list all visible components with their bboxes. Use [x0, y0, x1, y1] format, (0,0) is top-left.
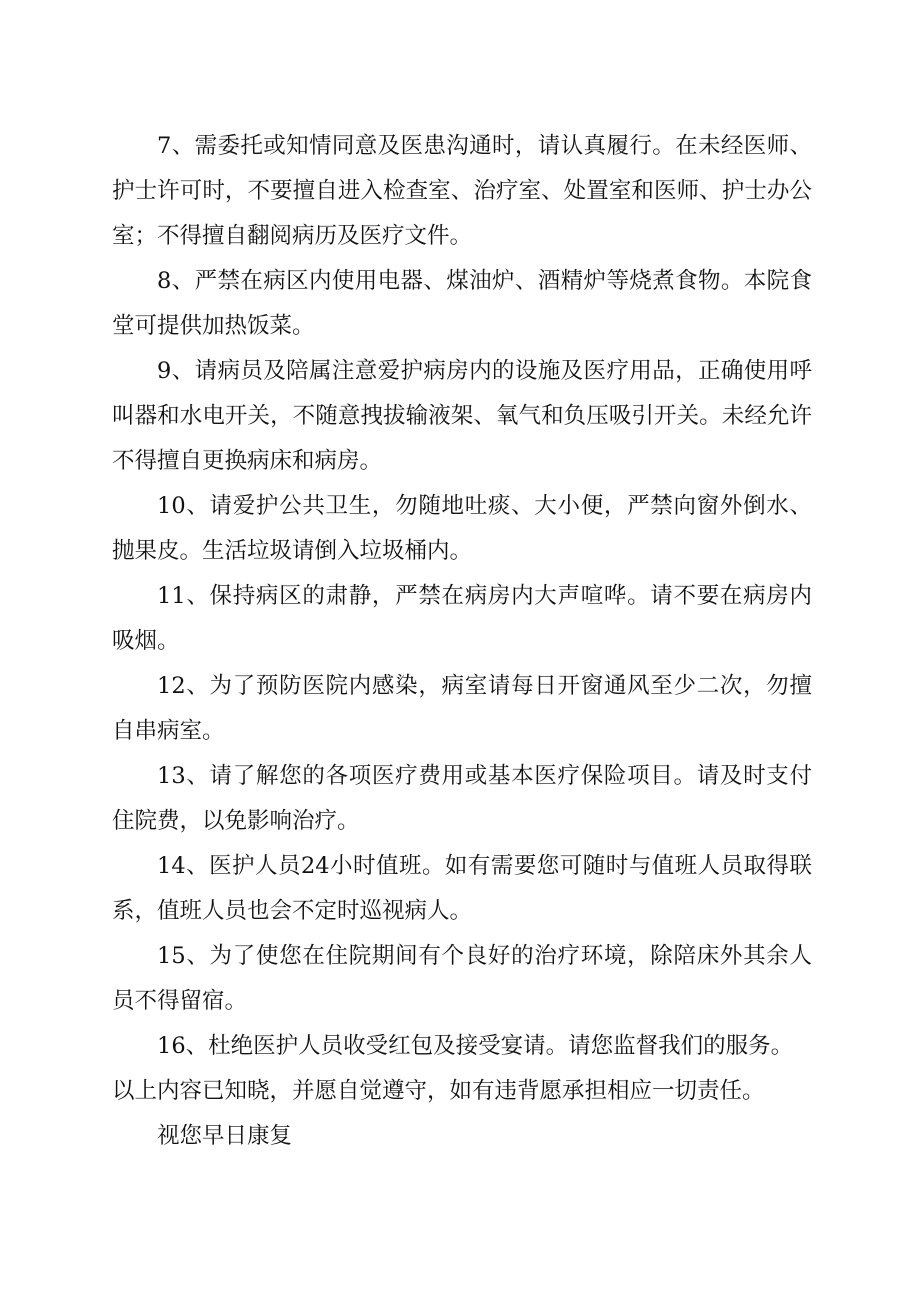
- closing-statement: 以上内容已知晓，并愿自觉遵守，如有违背愿承担相应一切责任。: [112, 1078, 765, 1104]
- rule-14: 14、医护人员24小时值班。如有需要您可随时与值班人员取得联系，值班人员也会不定时巡视病人。: [112, 853, 812, 924]
- rule-8: 8、严禁在病区内使用电器、煤油炉、酒精炉等烧煮食物。本院食堂可提供加热饭菜。: [112, 268, 812, 339]
- rule-9: 9、请病员及陪属注意爱护病房内的设施及医疗用品，正确使用呼叫器和水电开关，不随意拽拔输液架、氧气和负压吸引开关。未经允许不得擅自更换病床和病房。: [112, 358, 812, 474]
- rule-15: 15、为了使您在住院期间有个良好的治疗环境，除陪床外其余人员不得留宿。: [112, 943, 812, 1014]
- document-body: [112, 124, 812, 1159]
- rule-16: 16、杜绝医护人员收受红包及接受宴请。请您监督我们的服务。: [157, 1033, 794, 1059]
- closing-wish: 视您早日康复: [157, 1123, 293, 1149]
- rule-11: 11、保持病区的肃静，严禁在病房内大声喧哗。请不要在病房内吸烟。: [112, 583, 812, 654]
- rule-12: 12、为了预防医院内感染，病室请每日开窗通风至少二次，勿擅自串病室。: [112, 673, 812, 744]
- rule-10: 10、请爱护公共卫生，勿随地吐痰、大小便，严禁向窗外倒水、抛果皮。生活垃圾请倒入垃圾桶内。: [112, 493, 812, 564]
- rule-13: 13、请了解您的各项医疗费用或基本医疗保险项目。请及时支付住院费，以免影响治疗。: [112, 763, 812, 834]
- rule-7: 7、需委托或知情同意及医患沟通时，请认真履行。在未经医师、护士许可时，不要擅自进入检查室、治疗室、处置室和医师、护士办公室；不得擅自翻阅病历及医疗文件。: [112, 133, 812, 249]
